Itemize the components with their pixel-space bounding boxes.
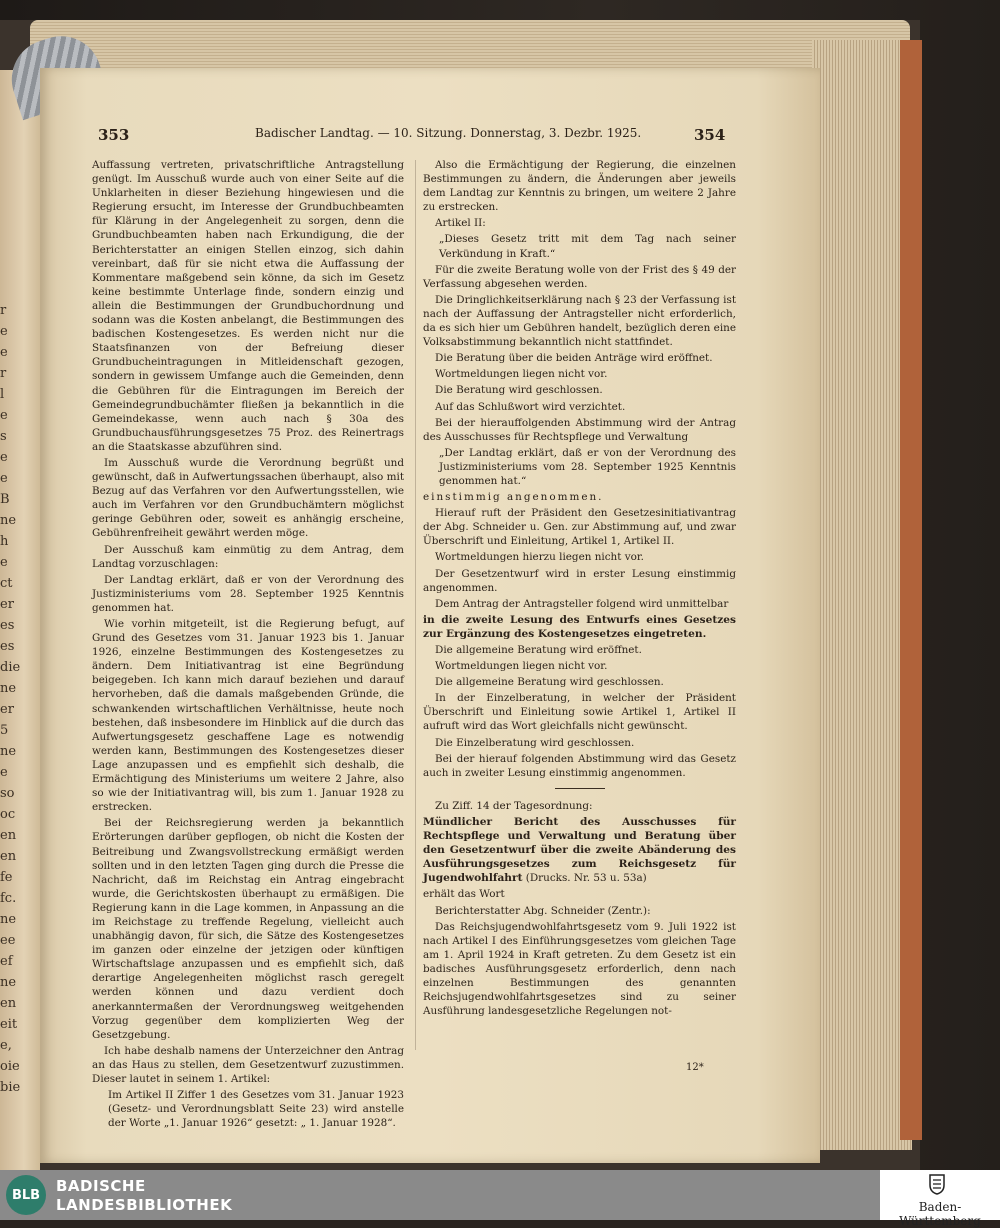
paragraph: In der Einzelberatung, in welcher der Präsident Überschrift und Einleitung sowie Artikel 1, Artikel II aufruft wird das Wort gleichfalls nicht gewünscht. — [423, 692, 736, 733]
paragraph: Also die Ermächtigung der Regierung, die einzelnen Bestimmungen zu ändern, die Änderungen aber jeweils dem Landtag zur Kenntnis zu bringen, um weitere 2 Jahre zu erstrecken. — [423, 159, 736, 214]
margin-fragment: es — [0, 618, 15, 633]
procedure-line: Die Einzelberatung wird geschlossen. — [435, 736, 635, 749]
procedure-line: Wortmeldungen liegen nicht vor. — [435, 368, 608, 381]
paragraph: Die Dringlichkeitserklärung nach § 23 der Verfassung ist nach der Auffassung der Antragsteller nicht erforderlich, da es sich hier um Gebühren handelt, bezüglich deren eine Volksabstimmung bekanntlich nicht stattfindet. — [423, 293, 736, 349]
paragraph: Der Ausschuß kam einmütig zu dem Antrag, dem Landtag vorzuschlagen: — [92, 543, 404, 570]
margin-fragment: l — [0, 387, 5, 402]
paragraph: Bei der hierauf folgenden Abstimmung wird das Gesetz auch in zweiter Lesung einstimmig angenommen. — [423, 752, 736, 779]
margin-fragment: en — [0, 849, 17, 864]
margin-fragment: so — [0, 786, 15, 801]
page-stack-right — [812, 40, 912, 1150]
margin-fragment: en — [0, 828, 17, 843]
agenda-title-bold: Mündlicher Bericht des Ausschusses für Rechtspflege und Verwaltung und Beratung über den Gesetzentwurf über die zweite Abänderung des Ausführungsgesetzes zum Reichsgesetz für Jugendwohlfahrt — [423, 815, 736, 885]
margin-fragment: e, — [0, 1038, 12, 1053]
margin-fragment: ne — [0, 681, 17, 696]
paragraph: Auffassung vertreten, privatschriftliche Antragstellung genügt. Im Ausschuß wurde auch von einer Seite auf die Unklarheiten in dieser Beziehung hingewiesen und die Regierung ersucht, im Interesse der Grundbuchbeamten für Klärung in der Angelegenheit zu sorgen, denn die Grundbuchbeamten haben nach Erkundigung, die der Berichterstatter an einigen Stellen einzog, sich dahin vereinbart, daß für sie nicht etwa die Auffassung der Kommentare maßgebend sein könne, da sich im Gesetz keine bestimmte Unterlage finde, sondern einzig und allein die Bestimmungen der Grundbuchordnung und sodann was die Kosten anbelangt, die Bestimmungen des badischen Kostengesetzes. Es werden nicht nur die Staatsfinanzen von der Befreiung dieser Grundbucheintragungen in Mitleidenschaft gezogen, sondern in gewissem Umfange auch die Gemeinden, denn die Gebühren für die Eintragungen im Bereich der Gemeindegrundbuchämter fließen ja bekanntlich in die Gemeindekasse, wenn auch nach § 30a des Grundbuchausführungsgesetzes 75 Proz. des Reinertrags an die Staatskasse abzuführen sind. — [92, 159, 404, 453]
margin-fragment: e — [0, 765, 8, 780]
margin-fragment: ne — [0, 912, 17, 927]
margin-fragment: h — [0, 534, 9, 549]
margin-fragment: oc — [0, 807, 16, 822]
procedure-line: Die allgemeine Beratung wird eröffnet. — [435, 644, 642, 656]
procedure-line: Die Beratung über die beiden Anträge wird eröffnet. — [435, 352, 713, 365]
margin-fragment: e — [0, 471, 8, 486]
paragraph: Das Reichsjugendwohlfahrtsgesetz vom 9. Juli 1922 ist nach Artikel I des Einführungsgesetzes vom gleichen Tage am 1. April 1924 in Kraft getreten. Zu dem Gesetz ist ein badisches Ausführungsgesetz erforderlich, denn nach einzelnen Bestimmungen des genannten Reichsjugendwohlfahrtsgesetzes sind zu seiner Ausführung landesgesetzliche Regelungen not- — [423, 920, 736, 1018]
page-number-right: 354 — [694, 126, 726, 144]
margin-fragment: es — [0, 639, 15, 654]
margin-fragment: die — [0, 660, 21, 675]
left-text-column — [92, 158, 404, 1132]
quoted-motion: Der Landtag erklärt, daß er von der Verordnung des Justizministeriums vom 28. September 1925 Kenntnis genommen hat. — [92, 573, 404, 614]
margin-fragment: er — [0, 597, 14, 612]
article-heading: Artikel II: — [435, 217, 486, 230]
left-page-margin-text — [0, 300, 21, 1100]
margin-fragment: ee — [0, 933, 16, 948]
speaker-line: Berichterstatter Abg. Schneider (Zentr.): — [435, 904, 651, 917]
page-stack-top — [30, 20, 910, 70]
procedure-line: Die allgemeine Beratung wird geschlossen. — [435, 676, 664, 689]
margin-fragment: e — [0, 408, 8, 423]
margin-fragment: oie — [0, 1059, 20, 1074]
margin-fragment: e — [0, 345, 8, 360]
paragraph: Ich habe deshalb namens der Unterzeichner den Antrag an das Haus zu stellen, dem Gesetzentwurf zuzustimmen. Dieser lautet in seinem 1. Artikel: — [92, 1044, 404, 1085]
procedure-line: Auf das Schlußwort wird verzichtet. — [435, 400, 626, 413]
right-text-column — [423, 158, 736, 1020]
margin-fragment: B — [0, 492, 10, 507]
column-divider — [415, 160, 416, 1050]
page-number-left: 353 — [98, 126, 130, 144]
margin-fragment: e — [0, 555, 8, 570]
agenda-title — [423, 815, 736, 885]
paragraph: Bei der hierauffolgenden Abstimmung wird der Antrag des Ausschusses für Rechtspflege und Verwaltung — [423, 416, 736, 443]
paragraph: Der Gesetzentwurf wird in erster Lesung einstimmig angenommen. — [423, 567, 736, 594]
margin-fragment: s — [0, 429, 7, 444]
procedure-line: Wortmeldungen hierzu liegen nicht vor. — [435, 551, 644, 564]
margin-fragment: e — [0, 450, 8, 465]
library-name-line2: LANDESBIBLIOTHEK — [56, 1196, 233, 1214]
margin-fragment: ef — [0, 954, 13, 969]
running-header: Badischer Landtag. — 10. Sitzung. Donnerstag, 3. Dezbr. 1925. — [255, 126, 642, 140]
margin-fragment: eit — [0, 1017, 18, 1032]
margin-fragment: e — [0, 324, 8, 339]
footer-bar — [0, 1170, 1000, 1228]
margin-fragment: 5 — [0, 723, 9, 738]
margin-fragment: ne — [0, 975, 17, 990]
quoted-article: Im Artikel II Ziffer 1 des Gesetzes vom 31. Januar 1923 (Gesetz- und Verordnungsblatt Seite 23) wird anstelle der Worte „1. Januar 1926“ gesetzt: „ 1. Januar 1928“. — [108, 1089, 404, 1130]
agenda-title-ref: (Drucks. Nr. 53 u. 53a) — [522, 872, 647, 885]
margin-fragment: r — [0, 366, 7, 381]
section-divider — [555, 788, 605, 789]
margin-fragment: en — [0, 996, 17, 1011]
margin-fragment: fe — [0, 870, 13, 885]
quoted-motion: „Der Landtag erklärt, daß er von der Verordnung des Justizministeriums vom 28. September 1925 Kenntnis genommen hat.“ — [439, 446, 736, 487]
procedure-line: Die Beratung wird geschlossen. — [435, 384, 603, 397]
blb-logo-icon[interactable]: BLB — [6, 1175, 46, 1215]
margin-fragment: ne — [0, 513, 17, 528]
coat-of-arms-icon — [928, 1173, 946, 1195]
margin-fragment: r — [0, 303, 7, 318]
book-cover-edge — [900, 40, 922, 1140]
procedure-line: Dem Antrag der Antragsteller folgend wird unmittelbar — [435, 597, 729, 610]
margin-fragment: er — [0, 702, 14, 717]
margin-fragment: bie — [0, 1080, 21, 1095]
paragraph: Wie vorhin mitgeteilt, ist die Regierung befugt, auf Grund des Gesetzes vom 31. Januar 1923 bis 1. Januar 1926, einzelne Bestimmungen des Kostengesetzes zu ändern. Dem Initiativantrag ist eine Begründung beigegeben. Ich kann mich darauf beziehen und darauf hervorheben, daß die damals maßgebenden Gründe, die schwankenden wirtschaftlichen Verhältnisse, heute noch bestehen, daß insbesondere im Hinblick auf die durch das Aufwertungsgesetz geschaffene Lage es notwendig werden kann, Bestimmungen des Kostengesetzes dieser Lage anzupassen und es empfiehlt sich deshalb, die Ermächtigung des Ministeriums um weitere 2 Jahre, also so wie der Initiativantrag will, bis zum 1. Januar 1928 zu erstrecken. — [92, 618, 404, 814]
margin-fragment: ct — [0, 576, 13, 591]
library-name-line1: BADISCHE — [56, 1177, 146, 1195]
quoted-article: „Dieses Gesetz tritt mit dem Tag nach seiner Verkündung in Kraft.“ — [439, 233, 736, 260]
paragraph: erhält das Wort — [423, 888, 505, 901]
agenda-item: Zu Ziff. 14 der Tagesordnung: — [435, 799, 593, 812]
vote-result: einstimmig angenommen. — [423, 491, 604, 504]
paragraph: Im Ausschuß wurde die Verordnung begrüßt und gewünscht, daß in Aufwertungssachen überhaupt, also mit Bezug auf das Verfahren vor den Aufwertungsstellen, wie auch im Verfahren vor den Grundbuchämtern möglichst geringe Gebühren oder, soweit es anhängig erscheine, Gebührenfreiheit gewährt werden möge. — [92, 456, 404, 540]
procedure-line: Wortmeldungen liegen nicht vor. — [435, 660, 608, 673]
state-label[interactable]: Baden-Württemberg — [899, 1200, 981, 1228]
paragraph: Bei der Reichsregierung werden ja bekanntlich Erörterungen darüber gepflogen, ob nicht die Kosten der Beitreibung und Zwangsvollstreckung ermäßigt werden sollten und in den letzten Tagen ging durch die Presse die Nachricht, daß im Reichstag ein Antrag eingebracht wurde, die Gerichtskosten überhaupt zu ermäßigen. Die Regierung kann in die Lage kommen, in Anpassung an die im Reichstage zu treffende Regelung, vielleicht auch unabhängig davon, für sich, die Sätze des Kostengesetzes im ganzen oder einzelne der jetzigen oder künftigen Wirtschaftslage anzupassen und es empfiehlt sich, daß derartige Angelegenheiten möglichst rasch geregelt werden können und dazu verdient doch anerkanntermaßen der Verordnungsweg weitgehenden Vorzug gegenüber dem komplizierten Weg der Gesetzgebung. — [92, 817, 404, 1041]
margin-fragment: fc. — [0, 891, 17, 906]
bold-resolution: in die zweite Lesung des Entwurfs eines Gesetzes zur Ergänzung des Kostengesetzes eingetreten. — [423, 613, 736, 640]
paragraph: Hierauf ruft der Präsident den Gesetzesinitiativantrag der Abg. Schneider u. Gen. zur Abstimmung auf, und zwar Überschrift und Einleitung, Artikel 1, Artikel II. — [423, 507, 736, 548]
paragraph: Für die zweite Beratung wolle von der Frist des § 49 der Verfassung abgesehen werden. — [423, 263, 736, 290]
margin-fragment: ne — [0, 744, 17, 759]
page-signature: 12* — [686, 1062, 704, 1073]
